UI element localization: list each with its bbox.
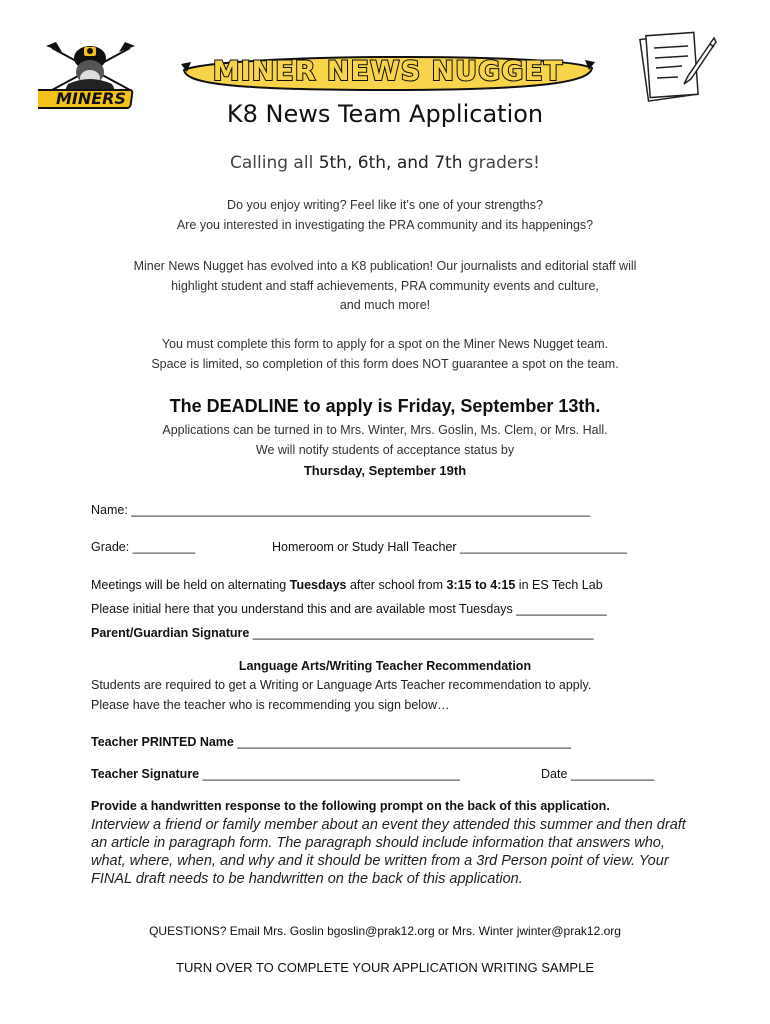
teacher-date-field[interactable]: Date ____________	[541, 767, 655, 781]
teacher-signature-field[interactable]	[91, 767, 460, 781]
meetings-info	[91, 578, 603, 592]
intro-line: Miner News Nugget has evolved into a K8 publication! Our journalists and editorial staff will	[133, 259, 637, 273]
turn-in-note: Applications can be turned in to Mrs. Winter, Mrs. Goslin, Ms. Clem, or Mrs. Hall.	[162, 423, 608, 437]
notify-date: Thursday, September 19th	[303, 463, 467, 478]
meetings-time: 3:15 to 4:15	[446, 578, 516, 592]
intro-line: Do you enjoy writing? Feel like it’s one of your strengths?	[227, 198, 543, 212]
teacher-printed-name-field[interactable]	[91, 735, 571, 749]
teacher-signature-label: Teacher Signature	[91, 767, 200, 781]
recommendation-line-2: Please have the teacher who is recommending you sign below…	[91, 698, 450, 712]
recommendation-line-1: Students are required to get a Writing or Language Arts Teacher recommendation to apply.	[91, 678, 592, 692]
intro-line: and much more!	[339, 298, 431, 312]
intro-line: You must complete this form to apply for a spot on the Miner News Nugget team.	[161, 337, 609, 351]
intro-requirements	[0, 335, 770, 374]
calling-prefix: Calling all	[230, 153, 319, 173]
intro-line: Space is limited, so completion of this form does NOT guarantee a spot on the team.	[151, 356, 619, 371]
intro-questions	[0, 196, 770, 235]
homeroom-field[interactable]: Homeroom or Study Hall Teacher ________________________	[272, 540, 627, 554]
newsletter-banner	[178, 50, 598, 92]
banner-text: MINER NEWS NUGGET	[212, 56, 564, 87]
meetings-day: Tuesdays	[289, 578, 347, 592]
meetings-pre: Meetings will be held on alternating	[91, 578, 290, 592]
intro-line: highlight student and staff achievements, PRA community events and culture,	[171, 278, 599, 293]
page-title: K8 News Team Application	[226, 100, 544, 128]
calling-grades: 5th, 6th, and 7th	[318, 153, 463, 173]
notify-note: We will notify students of acceptance status by	[255, 443, 515, 457]
recommendation-heading: Language Arts/Writing Teacher Recommendation	[238, 659, 532, 673]
parent-signature-label: Parent/Guardian Signature	[91, 626, 250, 640]
meetings-post: in ES Tech Lab	[515, 578, 603, 592]
name-field[interactable]: Name: __________________________________________________________________	[91, 503, 591, 517]
turn-over-note: TURN OVER TO COMPLETE YOUR APPLICATION WRITING SAMPLE	[176, 960, 594, 975]
meetings-mid: after school from	[346, 578, 447, 592]
parent-signature-field[interactable]	[91, 626, 594, 640]
initial-field[interactable]: Please initial here that you understand this and are available most Tuesdays _____________	[91, 602, 607, 616]
teacher-printed-label: Teacher PRINTED Name	[91, 735, 234, 749]
intro-description	[0, 257, 770, 316]
questions-contact: QUESTIONS? Email Mrs. Goslin bgoslin@prak12.org or Mrs. Winter jwinter@prak12.org	[149, 924, 621, 938]
teacher-signature-line: _____________________________________	[199, 767, 460, 781]
grade-field[interactable]: Grade: _________	[91, 540, 196, 554]
prompt-body: Interview a friend or family member about an event they attended this summer and then draft an article in paragraph form. The paragraph should include information that answers who, what, where, when, and why and it should be written from a 3rd Person point of view. Your FINAL draft needs to be handwritten on the back of this application.	[91, 817, 686, 887]
teacher-printed-line: ________________________________________________	[233, 735, 572, 749]
logo-text: MINERS	[55, 89, 127, 108]
intro-line: Are you interested in investigating the PRA community and its happenings?	[176, 217, 594, 232]
clipboard-pen-icon	[630, 26, 720, 106]
prompt-heading: Provide a handwritten response to the following prompt on the back of this application.	[91, 799, 610, 813]
deadline-headline: The DEADLINE to apply is Friday, September 13th.	[169, 396, 601, 416]
calling-line	[0, 153, 770, 173]
calling-suffix: graders!	[462, 153, 540, 173]
parent-signature-line: _________________________________________________	[249, 626, 594, 640]
